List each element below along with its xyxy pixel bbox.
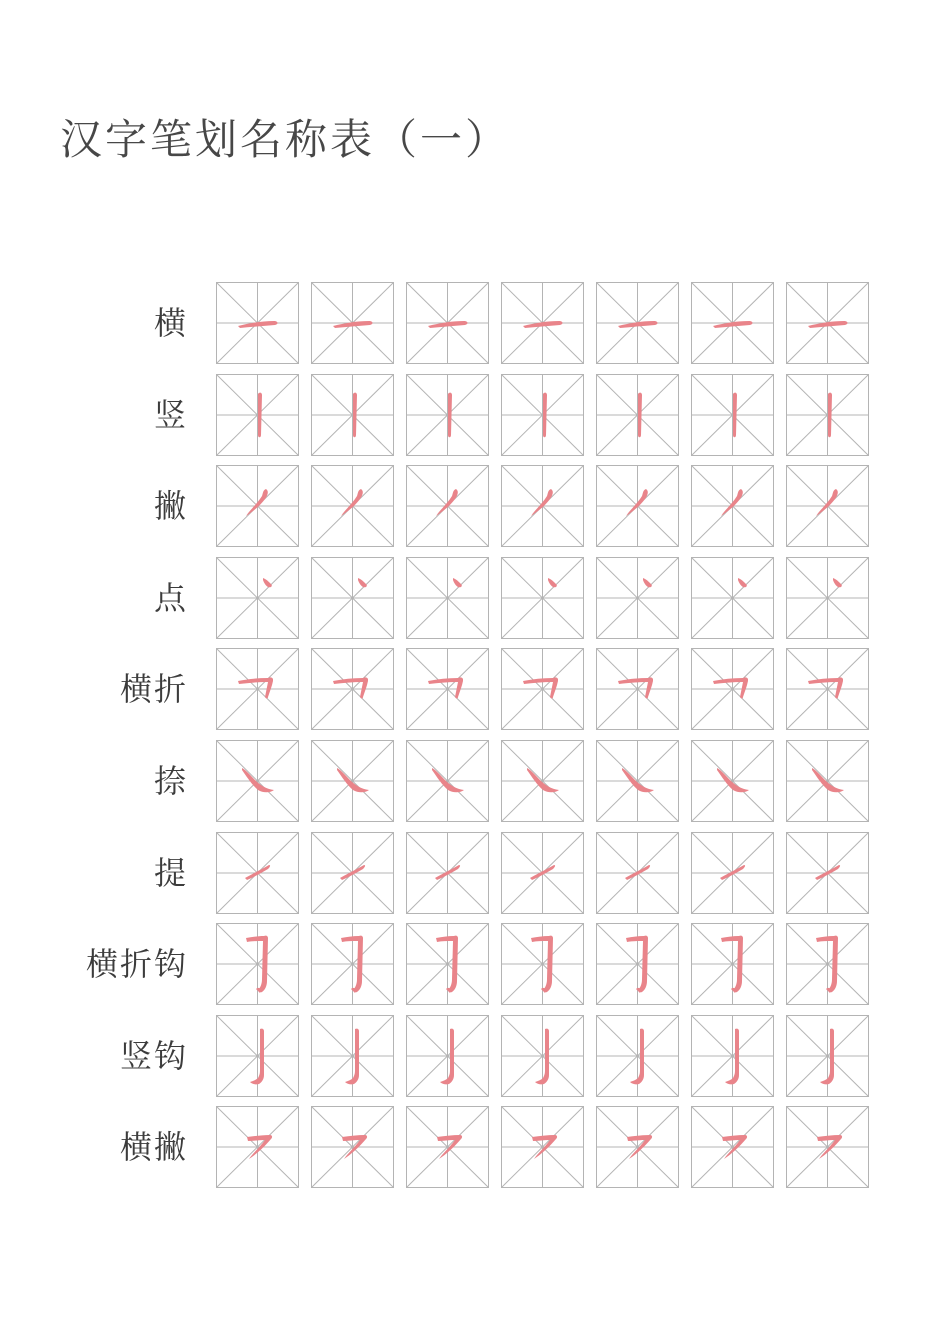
- stroke-row: [0, 832, 950, 914]
- practice-cell: [691, 374, 774, 456]
- mi-grid: [216, 282, 299, 364]
- mi-grid: [406, 1106, 489, 1188]
- mi-grid: [691, 465, 774, 547]
- practice-cell: [691, 282, 774, 364]
- mi-grid: [596, 374, 679, 456]
- stroke-row: [0, 1106, 950, 1188]
- mi-grid: [311, 923, 394, 1005]
- mi-grid: [311, 648, 394, 730]
- mi-grid: [216, 923, 299, 1005]
- dot-stroke-icon: [263, 578, 272, 587]
- practice-cell: [216, 832, 299, 914]
- dot-stroke-icon: [833, 578, 842, 587]
- mi-grid: [786, 648, 869, 730]
- practice-cell: [311, 832, 394, 914]
- mi-grid: [786, 374, 869, 456]
- mi-grid: [786, 923, 869, 1005]
- practice-cell: [596, 557, 679, 639]
- mi-grid: [216, 1106, 299, 1188]
- stroke-name-label: 竖钩: [119, 1036, 188, 1075]
- mi-grid: [311, 282, 394, 364]
- practice-cell: [596, 282, 679, 364]
- mi-grid: [501, 923, 584, 1005]
- practice-cell: [406, 374, 489, 456]
- practice-cell: [311, 923, 394, 1005]
- vertical-stroke-icon: [828, 392, 832, 437]
- stroke-name-label: 横: [153, 304, 188, 342]
- mi-grid: [311, 374, 394, 456]
- mi-grid: [216, 1015, 299, 1097]
- practice-cell: [216, 923, 299, 1005]
- stroke-name-label: 点: [153, 578, 188, 617]
- practice-cell: [691, 465, 774, 547]
- stroke-row: [0, 282, 950, 364]
- vertical-stroke-icon: [638, 392, 642, 437]
- practice-cell: [216, 648, 299, 730]
- practice-cell: [501, 740, 584, 822]
- horizontal-turning-stroke-icon: [333, 678, 368, 699]
- mi-grid: [311, 465, 394, 547]
- stroke-row: [0, 465, 950, 547]
- mi-grid: [216, 465, 299, 547]
- horizontal-turning-stroke-icon: [428, 678, 463, 699]
- mi-grid: [596, 282, 679, 364]
- practice-cell: [216, 465, 299, 547]
- practice-cell: [216, 1106, 299, 1188]
- practice-cell: [501, 1015, 584, 1097]
- practice-cell: [786, 374, 869, 456]
- practice-cell: [786, 648, 869, 730]
- dot-stroke-icon: [548, 578, 557, 587]
- stroke-row: [0, 1015, 950, 1097]
- dot-stroke-icon: [453, 578, 462, 587]
- mi-grid: [501, 1015, 584, 1097]
- practice-cell: [216, 557, 299, 639]
- practice-cell: [501, 832, 584, 914]
- mi-grid: [596, 648, 679, 730]
- practice-cell: [406, 282, 489, 364]
- mi-grid: [596, 465, 679, 547]
- practice-cell: [501, 923, 584, 1005]
- stroke-name-label: 横折钩: [85, 945, 188, 984]
- horizontal-turning-stroke-icon: [238, 678, 273, 699]
- mi-grid: [691, 1015, 774, 1097]
- practice-cell: [406, 740, 489, 822]
- practice-cell: [501, 557, 584, 639]
- mi-grid: [786, 465, 869, 547]
- practice-cell: [691, 557, 774, 639]
- stroke-name-label: 横折: [119, 670, 188, 709]
- practice-cell: [786, 740, 869, 822]
- mi-grid: [216, 648, 299, 730]
- practice-cell: [596, 1106, 679, 1188]
- horizontal-turning-stroke-icon: [808, 678, 843, 699]
- stroke-name-label: 提: [153, 853, 188, 892]
- practice-cell: [596, 648, 679, 730]
- practice-cell: [216, 282, 299, 364]
- stroke-row: [0, 740, 950, 822]
- mi-grid: [216, 740, 299, 822]
- mi-grid: [501, 374, 584, 456]
- mi-grid: [596, 923, 679, 1005]
- practice-cell: [596, 923, 679, 1005]
- practice-cell: [406, 1015, 489, 1097]
- practice-cell: [311, 740, 394, 822]
- mi-grid: [691, 557, 774, 639]
- mi-grid: [311, 832, 394, 914]
- practice-cell: [216, 1015, 299, 1097]
- stroke-row: [0, 923, 950, 1005]
- practice-cell: [311, 648, 394, 730]
- mi-grid: [501, 465, 584, 547]
- practice-cell: [786, 557, 869, 639]
- mi-grid: [596, 740, 679, 822]
- mi-grid: [406, 557, 489, 639]
- practice-cell: [311, 282, 394, 364]
- mi-grid: [786, 1015, 869, 1097]
- mi-grid: [406, 832, 489, 914]
- mi-grid: [501, 740, 584, 822]
- mi-grid: [406, 648, 489, 730]
- practice-cell: [596, 832, 679, 914]
- practice-cell: [406, 648, 489, 730]
- mi-grid: [406, 1015, 489, 1097]
- mi-grid: [406, 465, 489, 547]
- practice-cell: [691, 1106, 774, 1188]
- practice-cell: [501, 648, 584, 730]
- left-falling-stroke-icon: [531, 489, 553, 516]
- mi-grid: [786, 740, 869, 822]
- mi-grid: [501, 832, 584, 914]
- left-falling-stroke-icon: [436, 489, 458, 516]
- vertical-stroke-icon: [448, 392, 452, 437]
- practice-cell: [501, 282, 584, 364]
- mi-grid: [216, 374, 299, 456]
- practice-cell: [311, 1106, 394, 1188]
- horizontal-turning-stroke-icon: [618, 678, 653, 699]
- practice-cell: [501, 465, 584, 547]
- stroke-name-label: 捺: [153, 762, 188, 800]
- vertical-stroke-icon: [543, 392, 547, 437]
- practice-cell: [501, 1106, 584, 1188]
- vertical-stroke-icon: [733, 392, 737, 437]
- practice-cell: [786, 1015, 869, 1097]
- practice-cell: [406, 465, 489, 547]
- practice-cell: [406, 923, 489, 1005]
- practice-cell: [786, 465, 869, 547]
- practice-cell: [691, 740, 774, 822]
- mi-grid: [406, 374, 489, 456]
- left-falling-stroke-icon: [721, 489, 743, 516]
- practice-cell: [501, 374, 584, 456]
- mi-grid: [216, 832, 299, 914]
- mi-grid: [311, 1015, 394, 1097]
- mi-grid: [786, 1106, 869, 1188]
- dot-stroke-icon: [643, 578, 652, 587]
- practice-cell: [691, 1015, 774, 1097]
- practice-cell: [311, 465, 394, 547]
- left-falling-stroke-icon: [626, 489, 648, 516]
- practice-cell: [311, 1015, 394, 1097]
- left-falling-stroke-icon: [341, 489, 363, 516]
- practice-cell: [691, 648, 774, 730]
- practice-cell: [786, 1106, 869, 1188]
- mi-grid: [311, 740, 394, 822]
- stroke-name-label: 横撇: [119, 1128, 188, 1167]
- mi-grid: [311, 557, 394, 639]
- stroke-row: [0, 557, 950, 639]
- vertical-stroke-icon: [258, 392, 262, 437]
- mi-grid: [786, 557, 869, 639]
- mi-grid: [501, 648, 584, 730]
- mi-grid: [406, 740, 489, 822]
- practice-cell: [406, 557, 489, 639]
- stroke-row: [0, 648, 950, 730]
- mi-grid: [691, 374, 774, 456]
- stroke-name-label: 竖: [153, 395, 188, 434]
- mi-grid: [501, 282, 584, 364]
- dot-stroke-icon: [358, 578, 367, 587]
- left-falling-stroke-icon: [816, 489, 838, 516]
- practice-cell: [786, 282, 869, 364]
- vertical-stroke-icon: [353, 392, 357, 437]
- stroke-row: [0, 374, 950, 456]
- mi-grid: [216, 557, 299, 639]
- practice-cell: [596, 465, 679, 547]
- mi-grid: [691, 648, 774, 730]
- mi-grid: [786, 282, 869, 364]
- practice-cell: [596, 374, 679, 456]
- left-falling-stroke-icon: [246, 489, 268, 516]
- stroke-name-label: 撇: [153, 487, 188, 526]
- practice-cell: [311, 557, 394, 639]
- practice-cell: [216, 740, 299, 822]
- practice-cell: [786, 923, 869, 1005]
- practice-cell: [596, 740, 679, 822]
- mi-grid: [596, 1106, 679, 1188]
- mi-grid: [691, 740, 774, 822]
- mi-grid: [691, 1106, 774, 1188]
- practice-cell: [311, 374, 394, 456]
- horizontal-turning-stroke-icon: [713, 678, 748, 699]
- mi-grid: [501, 1106, 584, 1188]
- mi-grid: [786, 832, 869, 914]
- practice-cell: [216, 374, 299, 456]
- mi-grid: [691, 832, 774, 914]
- mi-grid: [596, 832, 679, 914]
- mi-grid: [691, 282, 774, 364]
- mi-grid: [596, 557, 679, 639]
- mi-grid: [691, 923, 774, 1005]
- horizontal-turning-stroke-icon: [523, 678, 558, 699]
- practice-cell: [406, 1106, 489, 1188]
- practice-cell: [596, 1015, 679, 1097]
- mi-grid: [406, 282, 489, 364]
- practice-cell: [691, 923, 774, 1005]
- practice-cell: [406, 832, 489, 914]
- page-title: 汉字笔划名称表（一）: [60, 115, 511, 164]
- mi-grid: [501, 557, 584, 639]
- dot-stroke-icon: [738, 578, 747, 587]
- mi-grid: [596, 1015, 679, 1097]
- practice-cell: [786, 832, 869, 914]
- mi-grid: [406, 923, 489, 1005]
- mi-grid: [311, 1106, 394, 1188]
- practice-cell: [691, 832, 774, 914]
